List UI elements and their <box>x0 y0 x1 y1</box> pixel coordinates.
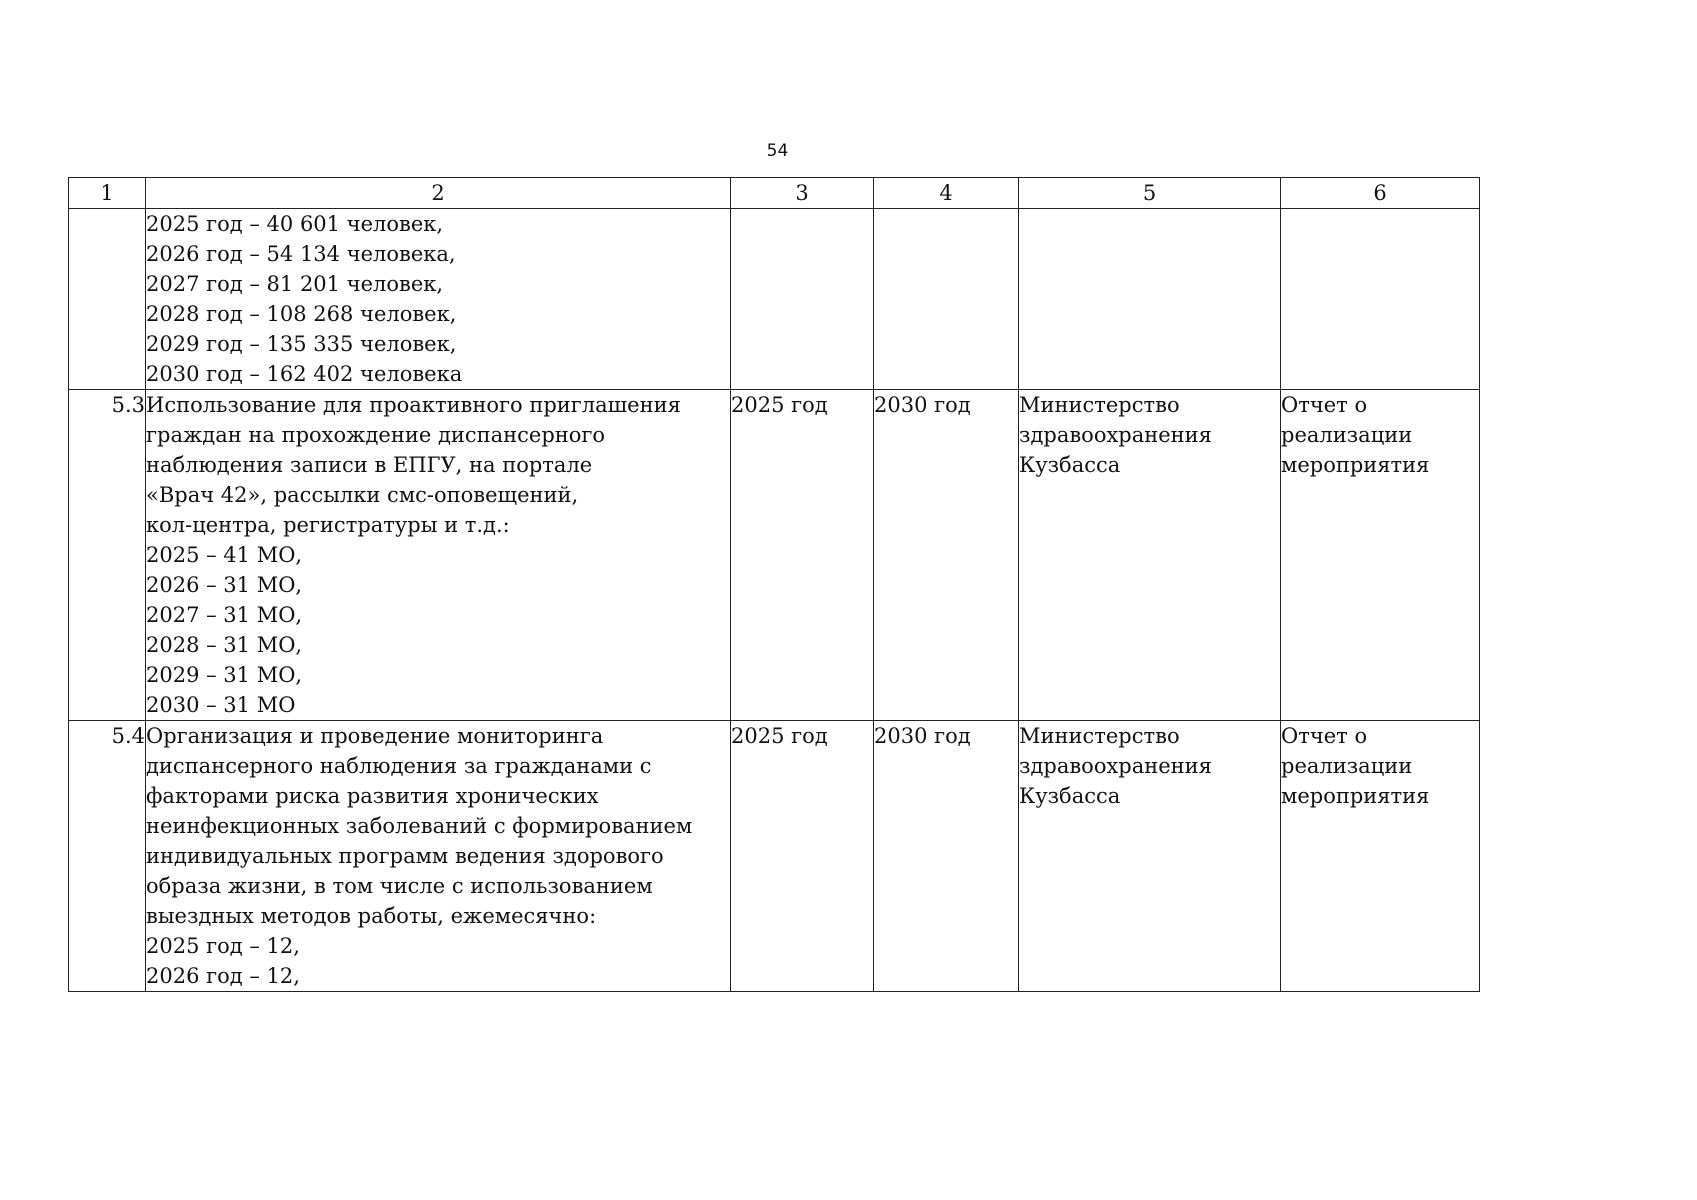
table-row <box>69 209 1480 390</box>
cell-line: 2029 – 31 МО, <box>146 663 303 687</box>
cell-line: Кузбасса <box>1019 453 1121 477</box>
cell-line: реализации <box>1281 423 1413 447</box>
row-description <box>146 390 731 721</box>
cell-line: здравоохранения <box>1019 754 1212 778</box>
cell-line: выездных методов работы, ежемесячно: <box>146 904 597 928</box>
cell-line: образа жизни, в том числе с использованием <box>146 874 653 898</box>
cell-line: 2025 год <box>731 393 828 417</box>
header-cell: 1 <box>69 178 146 209</box>
cell-line: «Врач 42», рассылки смс-оповещений, <box>146 483 579 507</box>
row-number <box>69 209 146 390</box>
cell-line: здравоохранения <box>1019 423 1212 447</box>
cell-line: Министерство <box>1019 724 1180 748</box>
row-start-date <box>731 721 874 992</box>
row-end-date <box>874 721 1019 992</box>
row-number: 5.3 <box>69 390 146 721</box>
row-number: 5.4 <box>69 721 146 992</box>
page-number: 54 <box>766 141 789 161</box>
cell-line: граждан на прохождение диспансерного <box>146 423 606 447</box>
cell-line: 2029 год – 135 335 человек, <box>146 332 457 356</box>
row-description <box>146 721 731 992</box>
row-start-date <box>731 390 874 721</box>
cell-line: 2030 год – 162 402 человека <box>146 362 463 386</box>
cell-line: 2030 – 31 МО <box>146 693 296 717</box>
cell-line: неинфекционных заболеваний с формированием <box>146 814 693 838</box>
cell-line: 2026 год – 12, <box>146 964 300 988</box>
row-start-date <box>731 209 874 390</box>
cell-line: Использование для проактивного приглашения <box>146 393 681 417</box>
cell-line: Отчет о <box>1281 393 1368 417</box>
cell-line: 2026 – 31 МО, <box>146 573 303 597</box>
cell-line: 2025 год – 40 601 человек, <box>146 212 444 236</box>
cell-line: 2027 – 31 МО, <box>146 603 303 627</box>
measures-table <box>68 177 1480 992</box>
header-cell: 5 <box>1019 178 1281 209</box>
header-cell: 4 <box>874 178 1019 209</box>
cell-line: 2028 – 31 МО, <box>146 633 303 657</box>
cell-line: Организация и проведение мониторинга <box>146 724 604 748</box>
cell-line: 2025 год – 12, <box>146 934 300 958</box>
cell-line: диспансерного наблюдения за гражданами с <box>146 754 652 778</box>
cell-line: кол-центра, регистратуры и т.д.: <box>146 513 510 537</box>
cell-line: Кузбасса <box>1019 784 1121 808</box>
row-result <box>1281 390 1480 721</box>
cell-line: 2025 – 41 МО, <box>146 543 303 567</box>
cell-line: 2025 год <box>731 724 828 748</box>
cell-line: 2027 год – 81 201 человек, <box>146 272 444 296</box>
table-row <box>69 390 1480 721</box>
cell-line: 2026 год – 54 134 человека, <box>146 242 456 266</box>
cell-line: Отчет о <box>1281 724 1368 748</box>
row-end-date <box>874 390 1019 721</box>
cell-line: мероприятия <box>1281 784 1430 808</box>
row-responsible <box>1019 390 1281 721</box>
header-row <box>69 178 1480 209</box>
cell-line: реализации <box>1281 754 1413 778</box>
table-row <box>69 721 1480 992</box>
cell-line: Министерство <box>1019 393 1180 417</box>
cell-line: мероприятия <box>1281 453 1430 477</box>
row-responsible <box>1019 209 1281 390</box>
cell-line: индивидуальных программ ведения здорового <box>146 844 664 868</box>
cell-line: 2028 год – 108 268 человек, <box>146 302 457 326</box>
row-result <box>1281 209 1480 390</box>
header-cell: 2 <box>146 178 731 209</box>
row-responsible <box>1019 721 1281 992</box>
row-end-date <box>874 209 1019 390</box>
row-description <box>146 209 731 390</box>
cell-line: факторами риска развития хронических <box>146 784 599 808</box>
cell-line: наблюдения записи в ЕПГУ, на портале <box>146 453 593 477</box>
header-cell: 6 <box>1281 178 1480 209</box>
row-result <box>1281 721 1480 992</box>
header-cell: 3 <box>731 178 874 209</box>
cell-line: 2030 год <box>874 724 971 748</box>
cell-line: 2030 год <box>874 393 971 417</box>
